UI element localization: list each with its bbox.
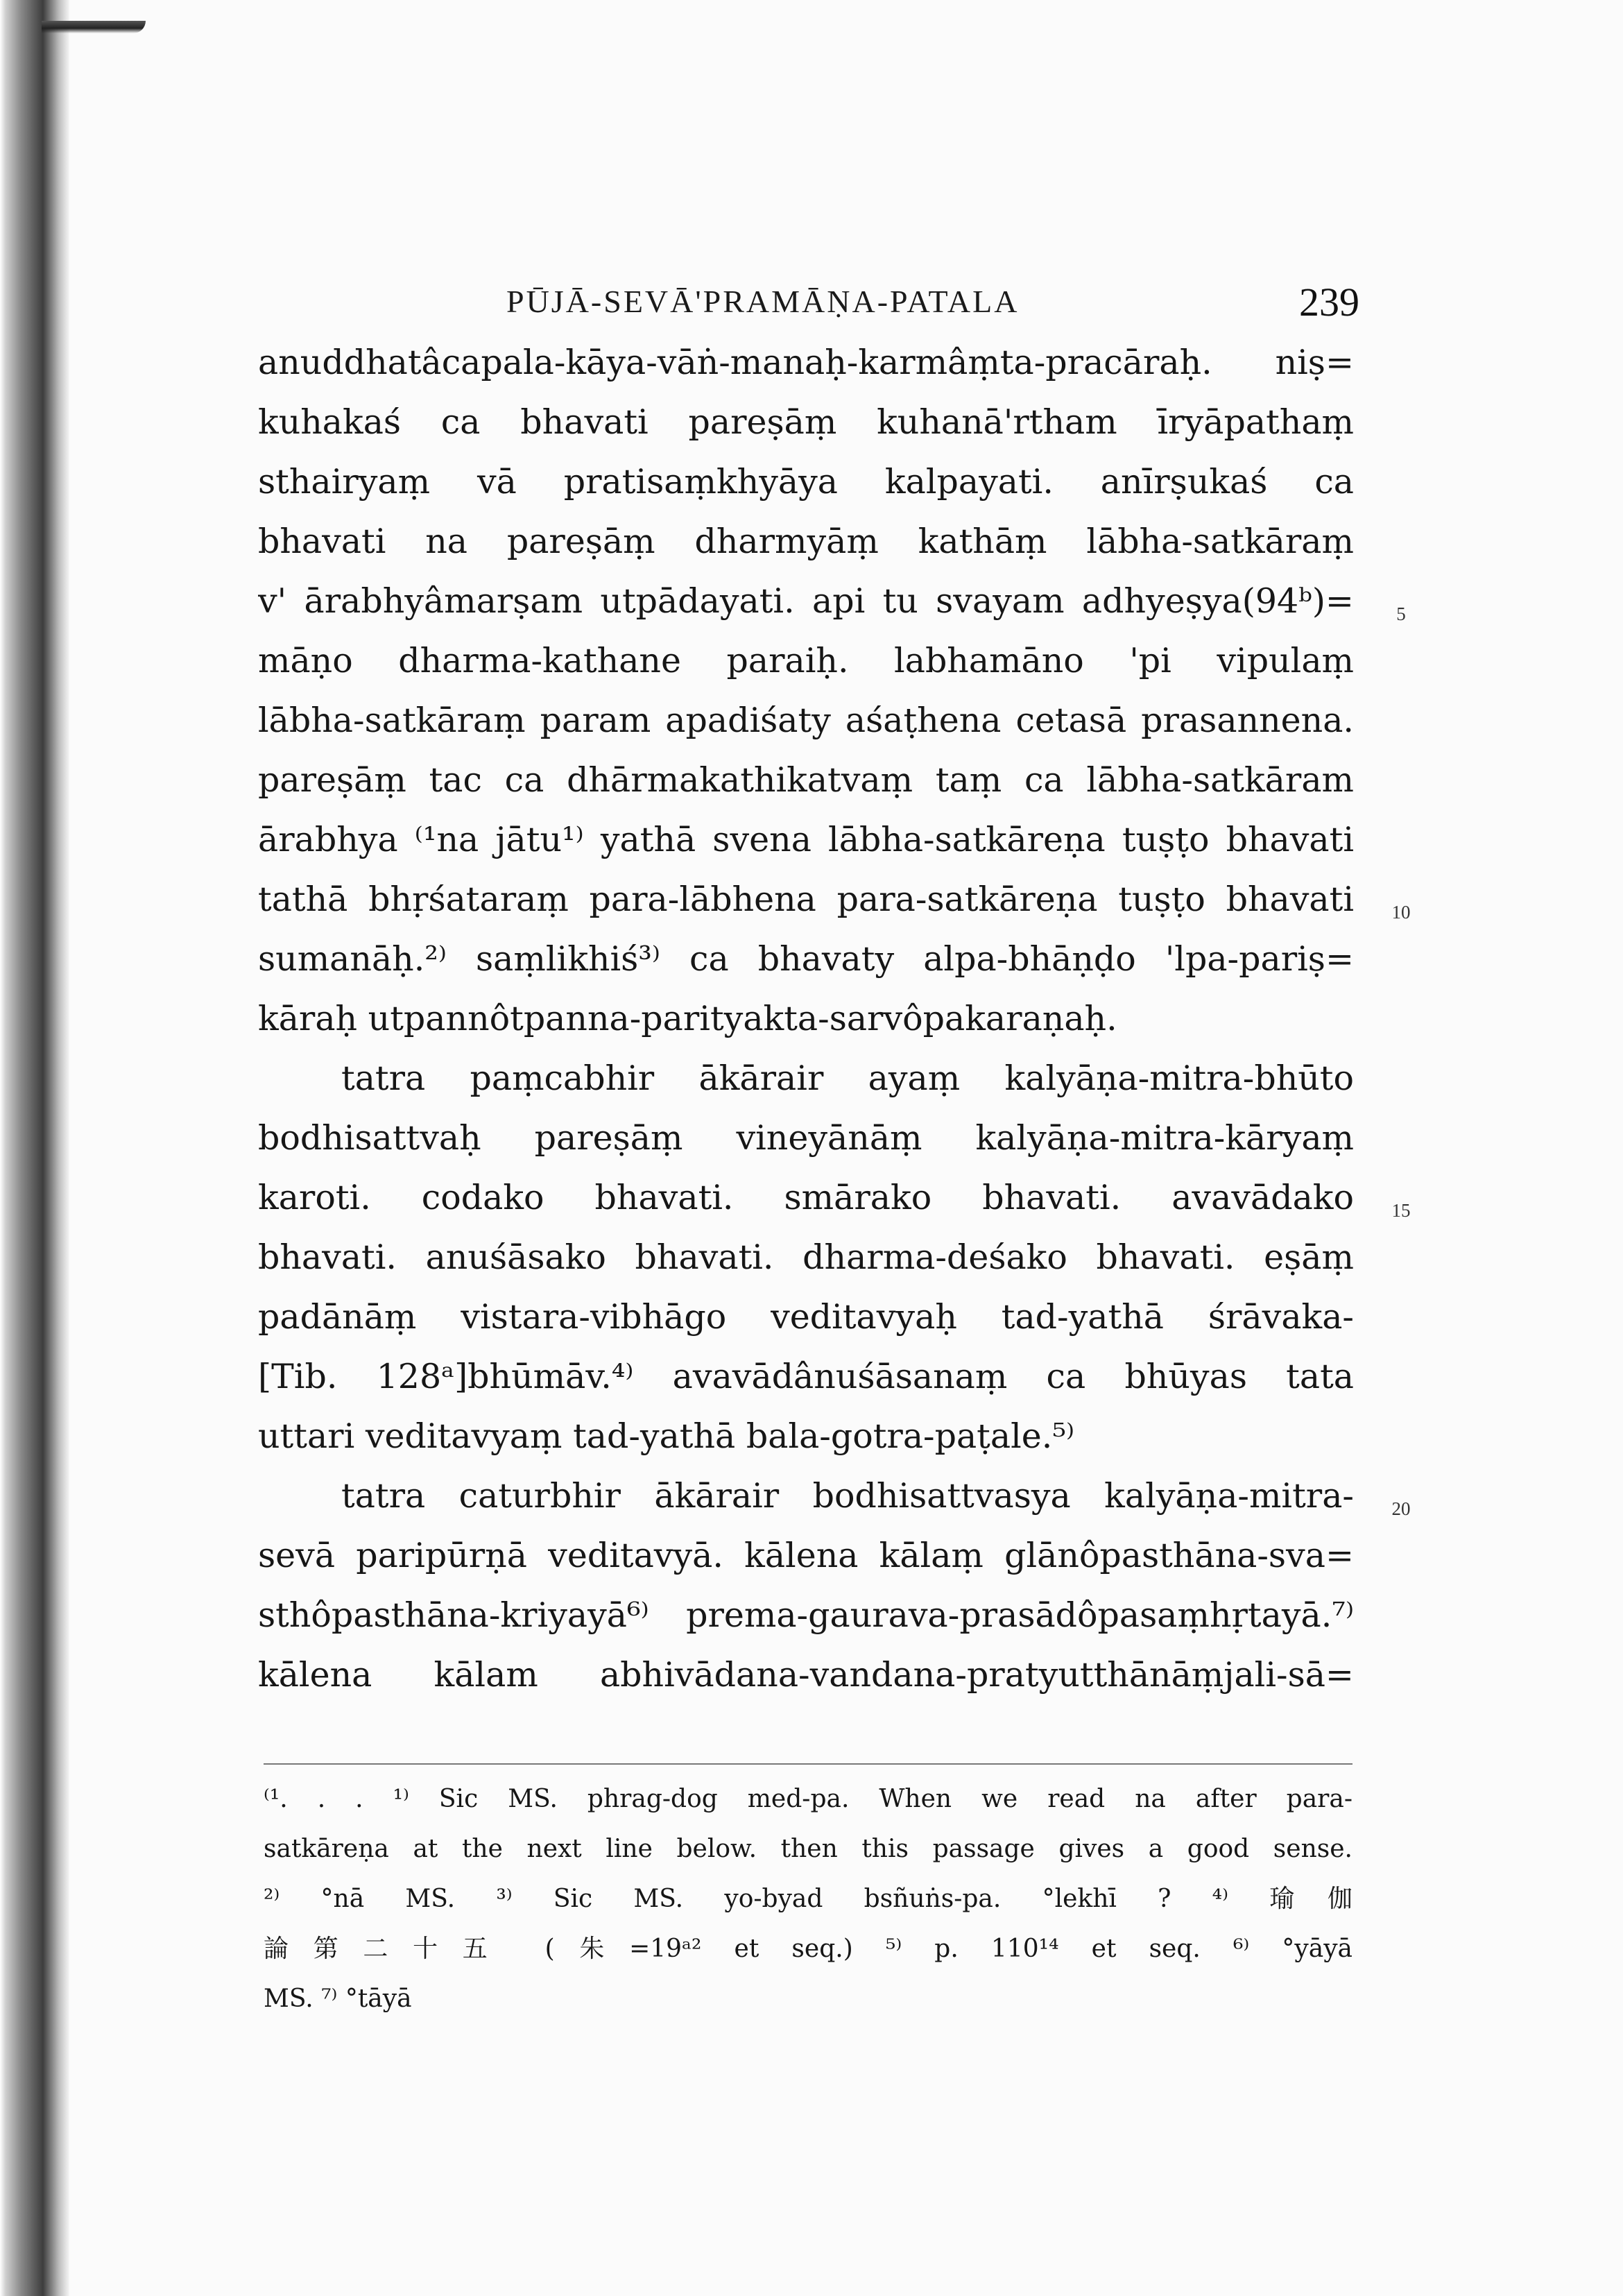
binding-edge-mark (42, 21, 146, 33)
text-line: bhavati na pareṣāṃ dharmyāṃ kathāṃ lābha-satkāraṃ (258, 522, 1354, 561)
line-number-5: 5 (1396, 603, 1406, 624)
line-number-10: 10 (1391, 902, 1411, 923)
text-line: [Tib. 128ᵃ]bhūmāv.⁴⁾ avavādânuśāsanaṃ ca bhūyas tata (258, 1357, 1354, 1396)
text-line: bhavati. anuśāsako bhavati. dharma-deśako bhavati. eṣāṃ (258, 1237, 1354, 1277)
text-line: karoti. codako bhavati. smārako bhavati. avavādako (258, 1178, 1354, 1217)
text-line: sevā paripūrṇā veditavyā. kālena kālaṃ glānôpasthāna-sva= (258, 1536, 1354, 1575)
footnote-line: ²⁾ °nā MS. ³⁾ Sic MS. yo-byad bsñuṅs-pa. °lekhī ? ⁴⁾ 瑜伽 (264, 1885, 1352, 1913)
running-title: PŪJĀ-SEVĀ'PRAMĀṆA-PATALA (506, 284, 1020, 319)
text-line: v' ārabhyâmarṣam utpādayati. api tu svayam adhyeṣya(94ᵇ)= (258, 581, 1354, 621)
text-line: sthôpasthāna-kriyayā⁶⁾ prema-gaurava-prasādôpasaṃhṛtayā.⁷⁾ (258, 1595, 1354, 1635)
text-line: sumanāḥ.²⁾ saṃlikhiś³⁾ ca bhavaty alpa-bhāṇḍo 'lpa-pariṣ= (258, 939, 1354, 979)
paragraph-start-line: tatra paṃcabhir ākārair ayaṃ kalyāṇa-mitra-bhūto (341, 1059, 1354, 1098)
line-number-15: 15 (1391, 1200, 1411, 1221)
text-line: padānāṃ vistara-vibhāgo veditavyaḥ tad-yathā śrāvaka- (258, 1297, 1354, 1337)
text-line: ārabhya ⁽¹na jātu¹⁾ yathā svena lābha-satkāreṇa tuṣṭo bhavati (258, 820, 1354, 859)
paragraph-start-line: tatra caturbhir ākārair bodhisattvasya kalyāṇa-mitra- (341, 1476, 1354, 1516)
text-line: kālena kālam abhivādana-vandana-pratyutthānāṃjali-sā= (258, 1655, 1354, 1695)
footnote-line: MS. ⁷⁾ °tāyā (264, 1985, 412, 2013)
text-line: uttari veditavyaṃ tad-yathā bala-gotra-paṭale.⁵⁾ (258, 1416, 1075, 1456)
text-line: sthairyaṃ vā pratisaṃkhyāya kalpayati. anīrṣukaś ca (258, 462, 1354, 502)
footnote-line: ⁽¹. . . ¹⁾ Sic MS. phrag-dog med-pa. When we read na after para- (264, 1785, 1352, 1813)
text-line: lābha-satkāraṃ param apadiśaty aśaṭhena cetasā prasannena. (258, 701, 1354, 740)
text-line: kuhakaś ca bhavati pareṣāṃ kuhanā'rtham īryāpathaṃ (258, 402, 1354, 442)
footnote-separator (264, 1763, 1352, 1765)
text-line: pareṣāṃ tac ca dhārmakathikatvaṃ taṃ ca lābha-satkāram (258, 760, 1354, 800)
book-binding-shadow (0, 0, 69, 2296)
footnote-line: 論第二十五 (朱=19ᵃ² et seq.) ⁵⁾ p. 110¹⁴ et seq. ⁶⁾ °yāyā (264, 1935, 1352, 1963)
text-line: kāraḥ utpannôtpanna-parityakta-sarvôpakaraṇaḥ. (258, 999, 1117, 1038)
line-number-20: 20 (1391, 1498, 1411, 1519)
page-number: 239 (1299, 280, 1359, 325)
text-line: anuddhatâcapala-kāya-vāṅ-manaḥ-karmâṃta-pracāraḥ. niṣ= (258, 343, 1354, 382)
text-line: māṇo dharma-kathane paraiḥ. labhamāno 'pi vipulaṃ (258, 641, 1354, 680)
text-line: tathā bhṛśataraṃ para-lābhena para-satkāreṇa tuṣṭo bhavati (258, 880, 1354, 919)
page-header (257, 280, 1359, 332)
text-line: bodhisattvaḥ pareṣāṃ vineyānāṃ kalyāṇa-mitra-kāryaṃ (258, 1118, 1354, 1158)
footnote-line: satkāreṇa at the next line below. then this passage gives a good sense. (264, 1835, 1352, 1863)
